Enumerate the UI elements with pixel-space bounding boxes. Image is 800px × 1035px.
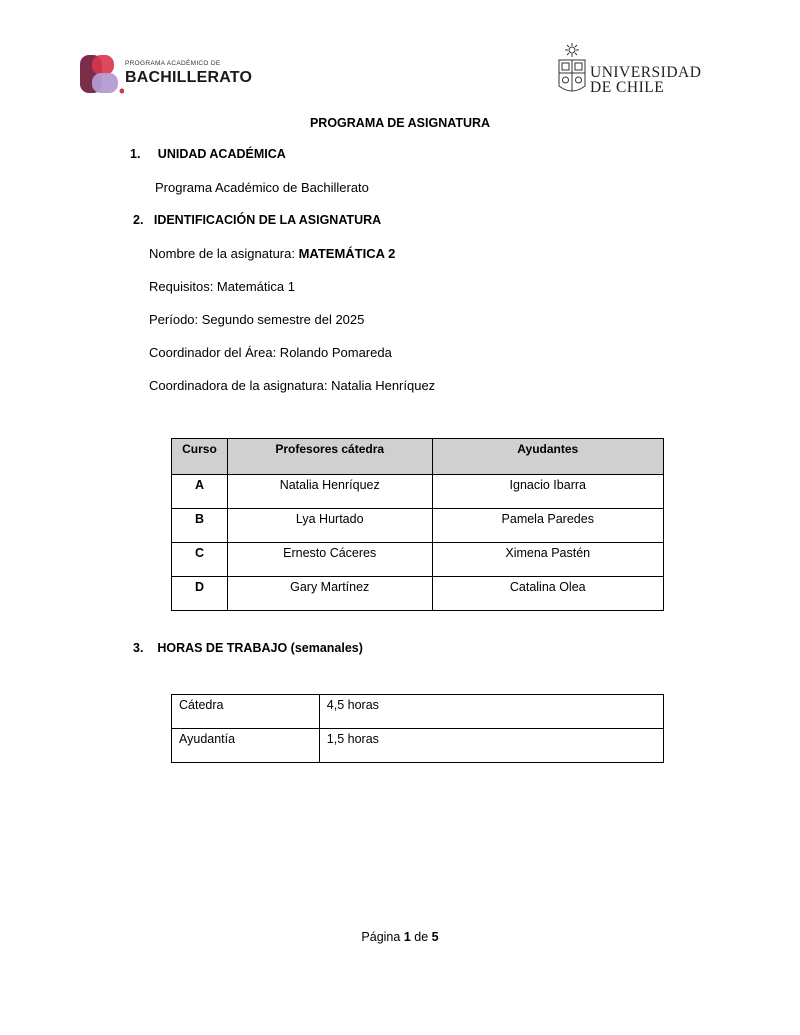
page-prefix: Página [361,930,404,944]
page-current: 1 [403,930,411,944]
curso-cell: A [172,475,228,509]
curso-cell: B [172,509,228,543]
activity-cell: Cátedra [172,695,320,729]
section-2-heading: 2. IDENTIFICACIÓN DE LA ASIGNATURA [133,213,382,227]
table-row [172,509,664,543]
university-name-line2: DE CHILE [590,79,665,96]
subject-name-value: MATEMÁTICA 2 [298,246,396,261]
hours-cell: 1,5 horas [319,729,663,763]
page-total: 5 [431,930,439,944]
page-number [0,930,800,944]
bachillerato-mark-icon [80,53,124,95]
profesor-cell: Gary Martínez [227,577,432,611]
table-row [172,475,664,509]
table-header-row [172,439,664,475]
ayudante-cell: Ximena Pastén [432,543,664,577]
document-title: PROGRAMA DE ASIGNATURA [309,116,491,130]
bachillerato-logo [80,53,253,95]
curso-cell: C [172,543,228,577]
hours-table [171,694,664,763]
profesor-cell: Natalia Henríquez [227,475,432,509]
university-crest-icon [556,42,588,98]
table-row [172,577,664,611]
profesor-cell: Lya Hurtado [227,509,432,543]
ayudante-cell: Pamela Paredes [432,509,664,543]
page-middle: de [410,930,432,944]
header-profesores: Profesores cátedra [227,439,432,475]
logo-name: BACHILLERATO [125,69,253,86]
universidad-de-chile-logo [556,42,702,98]
activity-cell: Ayudantía [172,729,320,763]
header-curso: Curso [172,439,228,475]
university-name-line1: UNIVERSIDAD [590,64,702,81]
ayudante-cell: Ignacio Ibarra [432,475,664,509]
university-name [590,65,701,95]
table-row [172,543,664,577]
section-3-heading: 3. HORAS DE TRABAJO (semanales) [133,641,363,655]
header-ayudantes: Ayudantes [432,439,664,475]
subject-name-line [149,246,395,261]
table-row [172,695,664,729]
profesor-cell: Ernesto Cáceres [227,543,432,577]
section-1-heading: 1. UNIDAD ACADÉMICA [130,147,286,161]
hours-cell: 4,5 horas [319,695,663,729]
table-row [172,729,664,763]
coordinadora-asignatura-line: Coordinadora de la asignatura: Natalia Henríquez [149,378,436,393]
curso-cell: D [172,577,228,611]
requisitos-line: Requisitos: Matemática 1 [149,279,295,294]
course-table [171,438,664,611]
subject-name-label: Nombre de la asignatura: [149,246,299,261]
unidad-academica-text: Programa Académico de Bachillerato [155,180,369,195]
ayudante-cell: Catalina Olea [432,577,664,611]
logo-tagline: PROGRAMA ACADÉMICO DE [125,60,221,67]
coordinador-area-line: Coordinador del Área: Rolando Pomareda [149,345,392,360]
periodo-line: Período: Segundo semestre del 2025 [149,312,365,327]
